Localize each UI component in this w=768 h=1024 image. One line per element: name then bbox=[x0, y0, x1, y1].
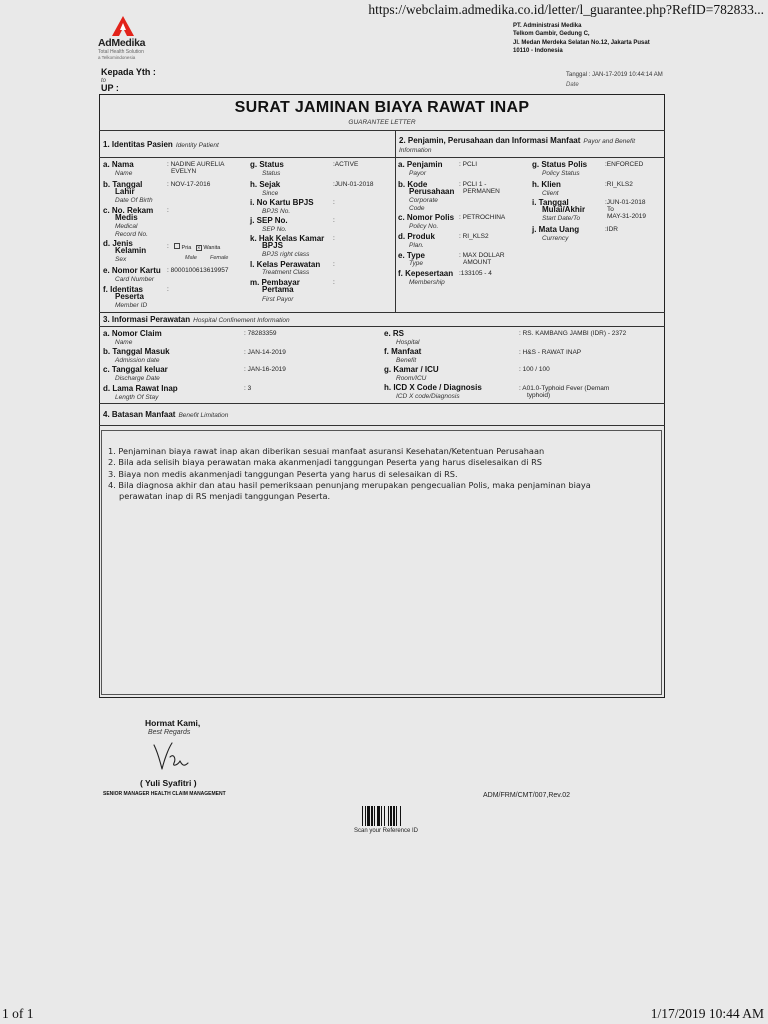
logo-sub: a Telkomindonesia bbox=[98, 55, 136, 60]
barcode-bar bbox=[393, 806, 395, 826]
type-value: : MAX DOLLAR bbox=[459, 252, 505, 259]
claim-label: a. Nomor Claim bbox=[103, 329, 162, 338]
date-label: Date bbox=[566, 82, 579, 88]
barcode-bar bbox=[390, 806, 392, 826]
barcode-bar bbox=[388, 806, 389, 826]
handwritten-signature bbox=[150, 739, 192, 775]
hak-kelas-sub: BPJS right class bbox=[262, 251, 310, 258]
jenis-kelamin-value: : bbox=[167, 243, 169, 250]
barcode-bar bbox=[400, 806, 401, 826]
address-line: 10110 - Indonesia bbox=[513, 47, 563, 54]
lama-label: d. Lama Rawat Inap bbox=[103, 384, 178, 393]
checkbox-wanita-checked[interactable]: ✕ bbox=[197, 245, 201, 250]
barcode-bar bbox=[371, 806, 373, 826]
letter-subtitle: GUARANTEE LETTER bbox=[348, 119, 416, 126]
section-payor-title-en-2: Information bbox=[399, 147, 432, 154]
page-count: 1 of 1 bbox=[2, 1006, 34, 1021]
status-label: g. Status bbox=[250, 160, 284, 169]
rs-label: e. RS bbox=[384, 329, 405, 338]
divider bbox=[99, 326, 665, 327]
polis-value: : PETROCHINA bbox=[459, 214, 506, 221]
kode-sub: Corporate bbox=[409, 197, 438, 204]
tanggal-polis-value: :JUN-01-2018 bbox=[605, 199, 646, 206]
letter-date: Tanggal : JAN-17-2019 10:44:14 AM bbox=[566, 72, 663, 78]
penjamin-label: a. Penjamin bbox=[398, 160, 443, 169]
rekam-medis-sub: Medical bbox=[115, 223, 138, 230]
best-regards: Best Regards bbox=[148, 729, 191, 736]
address-line: PT. Administrasi Medika bbox=[513, 23, 582, 29]
page-url: https://webclaim.admedika.co.id/letter/l_guarantee.php?RefID=782833... bbox=[368, 2, 764, 17]
logo-tagline: Total Health Solution bbox=[98, 49, 144, 55]
kelas-perawatan-sub: Treatment Class bbox=[262, 269, 310, 276]
barcode-bar bbox=[367, 806, 370, 826]
pembayar-label-2: Pertama bbox=[262, 285, 294, 294]
barcode-bar bbox=[381, 806, 382, 826]
kode-value: : PCLI 1 - bbox=[459, 181, 487, 188]
rekam-medis-label-2: Medis bbox=[115, 213, 138, 222]
sep-sub: SEP No. bbox=[262, 226, 287, 233]
term-item: 3. Biaya non medis akanmenjadi tanggungan Peserta yang harus di selesaikan di RS. bbox=[108, 468, 458, 479]
gender-option-pria: Pria bbox=[181, 245, 192, 251]
keluar-sub: Discharge Date bbox=[115, 375, 160, 382]
section-benefit-limit-title: 4. Batasan Manfaat Benefit Limitation bbox=[103, 410, 229, 419]
admedika-logo-icon bbox=[112, 16, 134, 36]
gender-options bbox=[174, 243, 220, 252]
identitas-sub: Member ID bbox=[115, 302, 148, 309]
signatory-title: SENIOR MANAGER HEALTH CLAIM MANAGEMENT bbox=[103, 791, 226, 797]
terms-list bbox=[108, 446, 653, 502]
manfaat-sub: Benefit bbox=[396, 357, 417, 364]
barcode-bar bbox=[377, 806, 380, 826]
print-timestamp: 1/17/2019 10:44 AM bbox=[650, 1006, 764, 1021]
tanggal-polis-value-3: MAY-31-2019 bbox=[607, 213, 647, 220]
pembayar-label: m. Pembayar bbox=[250, 278, 300, 287]
type-sub: Type bbox=[409, 260, 423, 267]
type-label: e. Type bbox=[398, 251, 425, 260]
sejak-label: h. Sejak bbox=[250, 180, 281, 189]
hormat-kami: Hormat Kami, bbox=[145, 718, 201, 728]
kelas-perawatan-label: l. Kelas Perawatan bbox=[250, 260, 321, 269]
tanggal-polis-value-2: To bbox=[607, 206, 614, 213]
signatory-name: ( Yuli Syafitri ) bbox=[140, 778, 197, 788]
kode-label: b. Kode bbox=[398, 180, 428, 189]
status-polis-value: :ENFORCED bbox=[605, 161, 644, 168]
gender-option-wanita: Wanita bbox=[203, 245, 221, 251]
barcode-bar bbox=[362, 806, 363, 826]
term-item: 2. Bila ada selisih biaya perawatan maka akanmenjadi tanggungan Peserta yang harus diselesaikan di RS bbox=[108, 457, 542, 468]
barcode-bar bbox=[396, 806, 397, 826]
document-reference: ADM/FRM/CMT/007,Rev.02 bbox=[483, 792, 570, 799]
nama-value-2: EVELYN bbox=[171, 168, 197, 175]
manfaat-value: : H&S - RAWAT INAP bbox=[519, 349, 582, 356]
section-payor-title: 2. Penjamin, Perusahaan dan Informasi Manfaat Payor and Benefit bbox=[399, 136, 636, 145]
address-line: Telkom Gambir, Gedung C, bbox=[513, 31, 590, 38]
produk-label: d. Produk bbox=[398, 232, 435, 241]
manfaat-label: f. Manfaat bbox=[384, 347, 422, 356]
status-polis-label: g. Status Polis bbox=[532, 160, 588, 169]
kamar-label: g. Kamar / ICU bbox=[384, 365, 439, 374]
jenis-kelamin-label: d. Jenis bbox=[103, 239, 133, 248]
keluar-label: c. Tanggal keluar bbox=[103, 365, 168, 374]
section-identity-title: 1. Identitas Pasien Identity Patient bbox=[103, 140, 219, 149]
icd-value-2: typhoid) bbox=[527, 392, 551, 399]
term-item: 1. Penjaminan biaya rawat inap akan diberikan sesuai manfaat asuransi Kesehatan/Ketentuan Perusahaan bbox=[108, 446, 545, 456]
logo-name: AdMedika bbox=[98, 37, 146, 49]
icd-sub: ICD X code/Diagnosis bbox=[396, 393, 460, 400]
bpjs-value: : bbox=[333, 199, 335, 206]
penjamin-sub: Payor bbox=[409, 170, 426, 177]
nama-label: a. Nama bbox=[103, 160, 134, 169]
claim-value: : 78283359 bbox=[244, 330, 277, 337]
sep-label: j. SEP No. bbox=[250, 216, 288, 225]
icd-value: : A01.0-Typhoid Fever (Demam bbox=[519, 385, 610, 392]
identitas-label: f. Identitas bbox=[103, 285, 144, 294]
masuk-label: b. Tanggal Masuk bbox=[103, 347, 170, 356]
tgl-lahir-label-2: Lahir bbox=[115, 187, 135, 196]
barcode-bar bbox=[374, 806, 375, 826]
sejak-sub: Since bbox=[262, 190, 279, 197]
divider bbox=[99, 130, 665, 131]
rs-sub: Hospital bbox=[396, 339, 420, 346]
claim-sub: Name bbox=[115, 339, 133, 346]
divider bbox=[99, 425, 665, 426]
mata-uang-value: :IDR bbox=[605, 226, 618, 233]
kelas-perawatan-value: : bbox=[333, 261, 335, 268]
sejak-value: :JUN-01-2018 bbox=[333, 181, 374, 188]
masuk-sub: Admission date bbox=[115, 357, 160, 364]
klien-label: h. Klien bbox=[532, 180, 561, 189]
hak-kelas-label: k. Hak Kelas Kamar bbox=[250, 234, 325, 243]
address-line: Jl. Medan Merdeka Selatan No.12, Jakarta Pusat bbox=[513, 39, 650, 46]
kamar-value: : 100 / 100 bbox=[519, 366, 550, 373]
divider bbox=[99, 312, 665, 313]
gender-option-male-en: Male bbox=[185, 255, 197, 261]
nama-value: : NADINE AURELIA bbox=[167, 161, 225, 168]
kamar-sub: Room/ICU bbox=[396, 375, 427, 382]
status-sub: Status bbox=[262, 170, 281, 177]
to-label: to bbox=[101, 78, 107, 84]
icd-label: h. ICD X Code / Diagnosis bbox=[384, 383, 482, 392]
type-value-2: AMOUNT bbox=[463, 259, 492, 266]
produk-sub: Plan. bbox=[409, 242, 424, 249]
mata-uang-label: j. Mata Uang bbox=[532, 225, 580, 234]
kepesertaan-value: :133105 - 4 bbox=[459, 270, 492, 277]
lama-sub: Length Of Stay bbox=[115, 394, 159, 401]
admedika-logo bbox=[98, 16, 158, 60]
tanggal-polis-label-2: Mulai/Akhir bbox=[542, 205, 586, 214]
hak-kelas-label-2: BPJS bbox=[262, 241, 283, 250]
letter-title: SURAT JAMINAN BIAYA RAWAT INAP bbox=[234, 99, 530, 116]
reference-barcode bbox=[362, 806, 408, 826]
jenis-kelamin-label-2: Kelamin bbox=[115, 246, 147, 255]
pembayar-value: : bbox=[333, 279, 335, 286]
up-label: UP : bbox=[101, 83, 119, 93]
sep-value: : bbox=[333, 217, 335, 224]
jenis-kelamin-sub: Sex bbox=[115, 256, 127, 263]
tgl-lahir-value: : NOV-17-2016 bbox=[167, 181, 211, 188]
hak-kelas-value: : bbox=[333, 235, 335, 242]
rekam-medis-label: c. No. Rekam bbox=[103, 206, 154, 215]
scan-reference-label: Scan your Reference ID bbox=[353, 828, 419, 834]
penjamin-value: : PCLI bbox=[459, 161, 478, 168]
klien-value: :RI_KLS2 bbox=[605, 181, 633, 188]
term-item-continued: perawatan inap di RS menjadi tanggungan Peserta. bbox=[119, 491, 331, 502]
divider bbox=[99, 157, 665, 158]
nomor-kartu-value: : 8000100613619957 bbox=[167, 267, 229, 274]
gender-option-female-en: Female bbox=[210, 255, 229, 261]
identitas-label-2: Peserta bbox=[115, 292, 144, 301]
bpjs-label: i. No Kartu BPJS bbox=[250, 198, 314, 207]
status-value: :ACTIVE bbox=[333, 161, 359, 168]
kepada-label: Kepada Yth : bbox=[101, 67, 156, 77]
tgl-lahir-label: b. Tanggal bbox=[103, 180, 143, 189]
barcode-bar bbox=[384, 806, 385, 826]
kode-label-2: Perusahaan bbox=[409, 187, 455, 196]
rs-value: : RS. KAMBANG JAMBI (IDR) - 2372 bbox=[519, 330, 627, 337]
section-confinement-title: 3. Informasi Perawatan Hospital Confinement Information bbox=[103, 315, 290, 324]
nomor-kartu-sub: Card Number bbox=[115, 276, 155, 283]
rekam-medis-sub-2: Record No. bbox=[115, 231, 148, 238]
masuk-value: : JAN-14-2019 bbox=[244, 349, 286, 356]
kode-value-2: PERMANEN bbox=[463, 188, 500, 195]
kode-sub-2: Code bbox=[409, 205, 425, 212]
status-polis-sub: Policy Status bbox=[542, 170, 580, 177]
produk-value: : RI_KLS2 bbox=[459, 233, 489, 240]
column-divider bbox=[395, 130, 396, 312]
tanggal-polis-label: i. Tanggal bbox=[532, 198, 569, 207]
pembayar-sub: First Payor bbox=[262, 296, 294, 303]
divider bbox=[99, 403, 665, 404]
tgl-lahir-sub: Date Of Birth bbox=[115, 197, 153, 204]
barcode-bar bbox=[365, 806, 366, 826]
lama-value: : 3 bbox=[244, 385, 252, 392]
keluar-value: : JAN-16-2019 bbox=[244, 366, 286, 373]
tanggal-polis-sub: Start Date/To bbox=[542, 215, 581, 222]
polis-label: c. Nomor Polis bbox=[398, 213, 455, 222]
term-item: 4. Bila diagnosa akhir dan atau hasil pemeriksaan penunjang merupakan pengecualian Polis, maka penjaminan biaya bbox=[108, 479, 591, 490]
polis-sub: Policy No. bbox=[409, 223, 439, 230]
nomor-kartu-label: e. Nomor Kartu bbox=[103, 266, 161, 275]
identitas-value: : bbox=[167, 286, 169, 293]
rekam-medis-value: : bbox=[167, 207, 169, 214]
klien-sub: Client bbox=[542, 190, 559, 197]
kepesertaan-label: f. Kepesertaan bbox=[398, 269, 454, 278]
checkbox-pria[interactable] bbox=[174, 243, 180, 249]
kepesertaan-sub: Membership bbox=[409, 279, 445, 286]
bpjs-sub: BPJS No. bbox=[262, 208, 291, 215]
mata-uang-sub: Currency bbox=[542, 235, 569, 242]
nama-sub: Name bbox=[115, 170, 133, 177]
company-address bbox=[513, 22, 650, 55]
